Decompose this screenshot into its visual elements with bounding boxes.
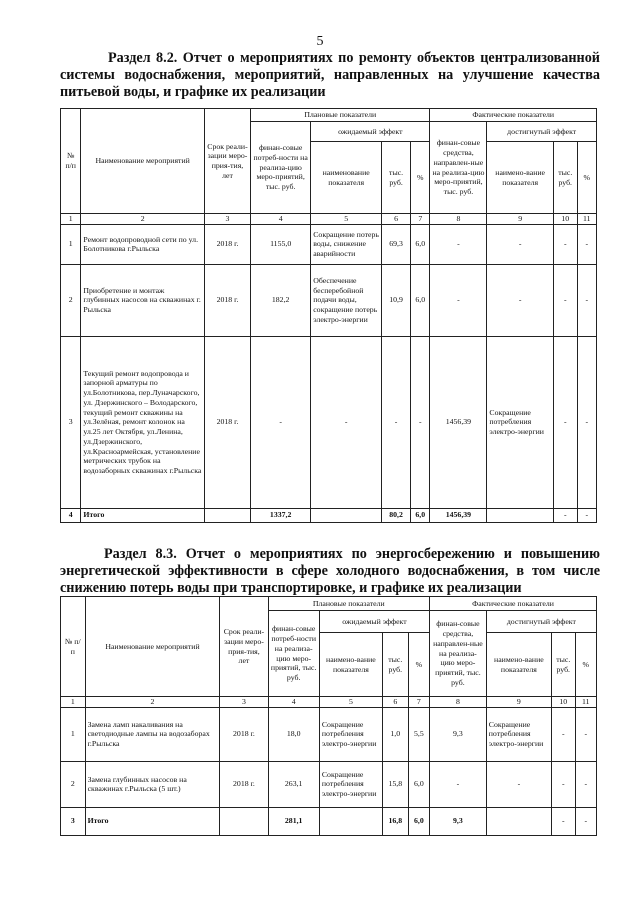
cell-rub-2: - [553, 264, 577, 336]
cell-achieved: Сокращение потребления электро-энергии [487, 336, 554, 508]
col-number: 2 [85, 697, 220, 708]
header-fin-plan: финан-совые потреб-ности на реализа-цию меро-приятий, тыс. руб. [251, 122, 311, 214]
cell-rub: 1,0 [382, 707, 408, 761]
col-number: 6 [382, 214, 411, 225]
cell-pct-2: - [575, 707, 596, 761]
cell-rub: 69,3 [382, 224, 411, 264]
col-number: 11 [575, 697, 596, 708]
total-effect [311, 508, 382, 522]
col-number: 5 [319, 697, 382, 708]
header-rub-2: тыс. руб. [553, 142, 577, 214]
cell-pct: 6,0 [411, 264, 430, 336]
cell-fact: - [430, 264, 487, 336]
cell-name: Замена ламп накаливания на светодиодные лампы на водозаборах г.Рыльска [85, 707, 220, 761]
total-fact: 1456,39 [430, 508, 487, 522]
cell-name: Ремонт водопроводной сети по ул. Болотникова г.Рыльска [81, 224, 205, 264]
header-num: № п/п [61, 109, 81, 214]
cell-achieved: - [486, 761, 551, 807]
cell-pct: - [411, 336, 430, 508]
total-fin: 281,1 [268, 807, 319, 835]
cell-effect: - [311, 336, 382, 508]
cell-achieved: Сокращение потребления электро-энергии [486, 707, 551, 761]
cell-pct-2: - [577, 224, 596, 264]
total-pct-2: - [577, 508, 596, 522]
cell-pct-2: - [575, 761, 596, 807]
header-term: Срок реали-зации меро-прия-тия, лет [220, 597, 268, 697]
col-number: 1 [61, 214, 81, 225]
page-number: 5 [316, 34, 324, 49]
cell-name: Замена глубинных насосов на скважинах г.Рыльска (5 шт.) [85, 761, 220, 807]
cell-effect: Обеспечение бесперебойной подачи воды, сокращение потерь электро-энергии [311, 264, 382, 336]
total-term [220, 807, 268, 835]
header-achieved: достигнутый эффект [487, 122, 597, 142]
cell-achieved: - [487, 264, 554, 336]
cell-pct: 6,0 [411, 224, 430, 264]
cell-fact: - [430, 224, 487, 264]
cell-term: 2018 г. [204, 336, 250, 508]
col-number: 7 [408, 697, 429, 708]
total-term [204, 508, 250, 522]
cell-num: 2 [61, 264, 81, 336]
cell-num: 3 [61, 336, 81, 508]
cell-pct: 6,0 [408, 761, 429, 807]
header-fin-plan: финан-совые потреб-ности на реализа-цию меро-приятий, тыс. руб. [268, 611, 319, 697]
header-pct-2: % [575, 633, 596, 697]
header-indicator-2: наимено-вание показателя [486, 633, 551, 697]
col-number: 1 [61, 697, 86, 708]
table-row [61, 761, 597, 807]
cell-fact: 1456,39 [430, 336, 487, 508]
section-8-3-table [60, 596, 597, 836]
total-fact: 9,3 [430, 807, 487, 835]
header-name: Наименование мероприятий [81, 109, 205, 214]
header-expected: ожидаемый эффект [311, 122, 430, 142]
col-number: 3 [220, 697, 268, 708]
table-row [61, 336, 597, 508]
header-fin-actual: финан-совые средства, направлен-ные на реализа-цию меро-приятий, тыс. руб. [430, 122, 487, 214]
cell-rub-2: - [553, 336, 577, 508]
total-fin: 1337,2 [251, 508, 311, 522]
total-rub: 80,2 [382, 508, 411, 522]
header-achieved: достигнутый эффект [486, 611, 596, 633]
header-indicator: наименование показателя [311, 142, 382, 214]
header-rub: тыс. руб. [382, 633, 408, 697]
total-row [61, 807, 597, 835]
cell-fin: 18,0 [268, 707, 319, 761]
cell-fact: - [430, 761, 487, 807]
total-pct-2: - [575, 807, 596, 835]
cell-fact: 9,3 [430, 707, 487, 761]
col-number: 4 [251, 214, 311, 225]
header-rub-2: тыс. руб. [552, 633, 576, 697]
col-number: 11 [577, 214, 596, 225]
table-row [61, 707, 597, 761]
cell-achieved: - [487, 224, 554, 264]
header-pct: % [408, 633, 429, 697]
header-rub: тыс. руб. [382, 142, 411, 214]
total-rub-2: - [552, 807, 576, 835]
col-number: 10 [553, 214, 577, 225]
header-pct-2: % [577, 142, 596, 214]
cell-fin: 1155,0 [251, 224, 311, 264]
col-number: 9 [486, 697, 551, 708]
table-row [61, 224, 597, 264]
header-name: Наименование мероприятий [85, 597, 220, 697]
total-label: Итого [81, 508, 205, 522]
total-num: 3 [61, 807, 86, 835]
header-planned: Плановые показатели [268, 597, 430, 611]
cell-rub-2: - [552, 761, 576, 807]
cell-pct: 5,5 [408, 707, 429, 761]
cell-rub: - [382, 336, 411, 508]
col-number: 8 [430, 697, 487, 708]
cell-rub-2: - [552, 707, 576, 761]
cell-num: 1 [61, 707, 86, 761]
cell-name: Текущий ремонт водопровода и запорной арматуры по ул.Болотникова, пер.Луначарского, ул. Дзержинского – Володарского, текущий ремонт скважины на ул.Зелёная, ремонт колонок на ул.25 лет Октября, ул.Ленина, ул.Дзержинского, ул.Красноармейская, установление метрических трубок на водозаборных скважинах г.Рыльска [81, 336, 205, 508]
total-effect [319, 807, 382, 835]
col-number: 7 [411, 214, 430, 225]
header-num: № п/п [61, 597, 86, 697]
total-rub-2: - [553, 508, 577, 522]
cell-fin: - [251, 336, 311, 508]
header-fin-actual: финан-совые средства, направлен-ные на реализа-цию меро-приятий, тыс. руб. [430, 611, 487, 697]
total-pct: 6,0 [408, 807, 429, 835]
cell-fin: 263,1 [268, 761, 319, 807]
col-number: 3 [204, 214, 250, 225]
cell-term: 2018 г. [204, 224, 250, 264]
cell-num: 2 [61, 761, 86, 807]
section-8-2-title: Раздел 8.2. Отчет о мероприятиях по ремонту объектов централизованной системы водоснабжения, мероприятий, направленных на улучшение качества питьевой воды, и графике их реализации [60, 50, 600, 100]
cell-pct-2: - [577, 336, 596, 508]
cell-rub: 10,9 [382, 264, 411, 336]
header-planned: Плановые показатели [251, 109, 430, 122]
header-indicator: наимено-вание показателя [319, 633, 382, 697]
total-num: 4 [61, 508, 81, 522]
cell-term: 2018 г. [220, 761, 268, 807]
header-pct: % [411, 142, 430, 214]
cell-rub: 15,8 [382, 761, 408, 807]
cell-rub-2: - [553, 224, 577, 264]
cell-term: 2018 г. [204, 264, 250, 336]
col-number: 5 [311, 214, 382, 225]
col-number: 6 [382, 697, 408, 708]
cell-pct-2: - [577, 264, 596, 336]
total-row [61, 508, 597, 522]
total-pct: 6,0 [411, 508, 430, 522]
col-number: 10 [552, 697, 576, 708]
header-actual: Фактические показатели [430, 597, 597, 611]
total-rub: 16,8 [382, 807, 408, 835]
cell-name: Приобретение и монтаж глубинных насосов на скважинах г. Рыльска [81, 264, 205, 336]
cell-num: 1 [61, 224, 81, 264]
col-number: 4 [268, 697, 319, 708]
col-number: 8 [430, 214, 487, 225]
table-row [61, 264, 597, 336]
header-actual: Фактические показатели [430, 109, 597, 122]
col-number: 2 [81, 214, 205, 225]
cell-effect: Сокращение потребления электро-энергии [319, 761, 382, 807]
col-number: 9 [487, 214, 554, 225]
header-expected: ожидаемый эффект [319, 611, 429, 633]
total-label: Итого [85, 807, 220, 835]
cell-effect: Сокращение потребления электро-энергии [319, 707, 382, 761]
cell-term: 2018 г. [220, 707, 268, 761]
header-term: Срок реали-зации меро-прия-тия, лет [204, 109, 250, 214]
total-achieved [487, 508, 554, 522]
header-indicator-2: наимено-вание показателя [487, 142, 554, 214]
section-8-2-table [60, 108, 597, 523]
total-achieved [486, 807, 551, 835]
cell-fin: 182,2 [251, 264, 311, 336]
section-8-3-title: Раздел 8.3. Отчет о мероприятиях по энергосбережению и повышению энергетической эффективности в сфере холодного водоснабжения, в том числе снижению потерь воды при транспортировке, и графике их реализации [60, 546, 600, 596]
cell-effect: Сокращение потерь воды, снижение аварийности [311, 224, 382, 264]
